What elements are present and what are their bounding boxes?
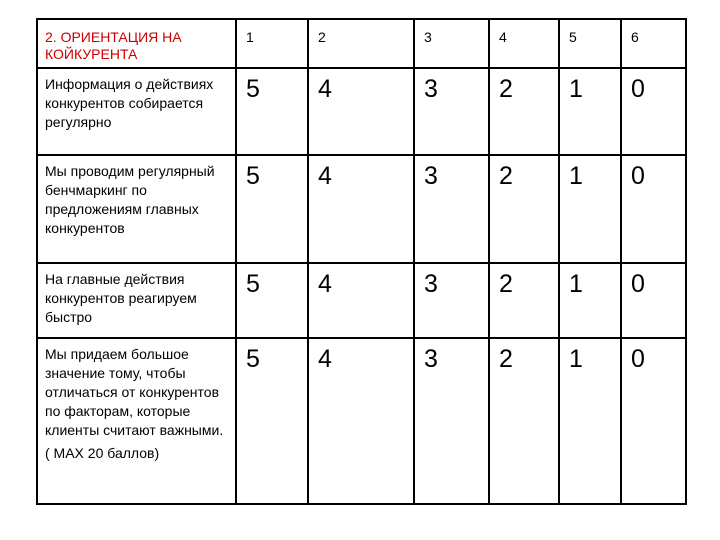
column-header-1: 1	[236, 19, 308, 68]
table-row	[37, 155, 686, 263]
score-cell: 0	[621, 263, 686, 338]
score-cell: 2	[489, 338, 559, 504]
column-header-6: 6	[621, 19, 686, 68]
header-row	[37, 19, 686, 68]
score-cell: 3	[414, 68, 489, 155]
score-cell: 5	[236, 338, 308, 504]
score-cell: 5	[236, 155, 308, 263]
criterion-label: Информация о действиях конкурентов собирается регулярно	[37, 68, 236, 155]
score-cell: 3	[414, 263, 489, 338]
max-score-note: ( MAX 20 баллов)	[45, 445, 160, 461]
score-cell: 4	[308, 338, 414, 504]
table-row	[37, 338, 686, 504]
score-cell: 5	[236, 68, 308, 155]
section-title: 2. ОРИЕНТАЦИЯ НА КОЙКУРЕНТА	[37, 19, 236, 68]
criterion-label	[37, 338, 236, 504]
criterion-label: На главные действия конкурентов реагируем быстро	[37, 263, 236, 338]
score-cell: 1	[559, 68, 621, 155]
criterion-label: Мы проводим регулярный бенчмаркинг по предложениям главных конкурентов	[37, 155, 236, 263]
score-cell: 4	[308, 155, 414, 263]
score-cell: 2	[489, 155, 559, 263]
score-cell: 1	[559, 338, 621, 504]
score-cell: 1	[559, 263, 621, 338]
score-cell: 4	[308, 68, 414, 155]
score-cell: 2	[489, 263, 559, 338]
score-cell: 0	[621, 155, 686, 263]
score-cell: 3	[414, 338, 489, 504]
column-header-3: 3	[414, 19, 489, 68]
table-row	[37, 263, 686, 338]
column-header-4: 4	[489, 19, 559, 68]
criterion-label-text: Мы придаем большое значение тому, чтобы отличаться от конкурентов по факторам, которые клиенты считают важными.	[45, 346, 224, 438]
score-cell: 3	[414, 155, 489, 263]
score-cell: 5	[236, 263, 308, 338]
competitor-orientation-table	[36, 18, 687, 505]
score-cell: 2	[489, 68, 559, 155]
table-row	[37, 68, 686, 155]
score-cell: 0	[621, 68, 686, 155]
score-cell: 1	[559, 155, 621, 263]
score-cell: 4	[308, 263, 414, 338]
column-header-2: 2	[308, 19, 414, 68]
column-header-5: 5	[559, 19, 621, 68]
score-cell: 0	[621, 338, 686, 504]
